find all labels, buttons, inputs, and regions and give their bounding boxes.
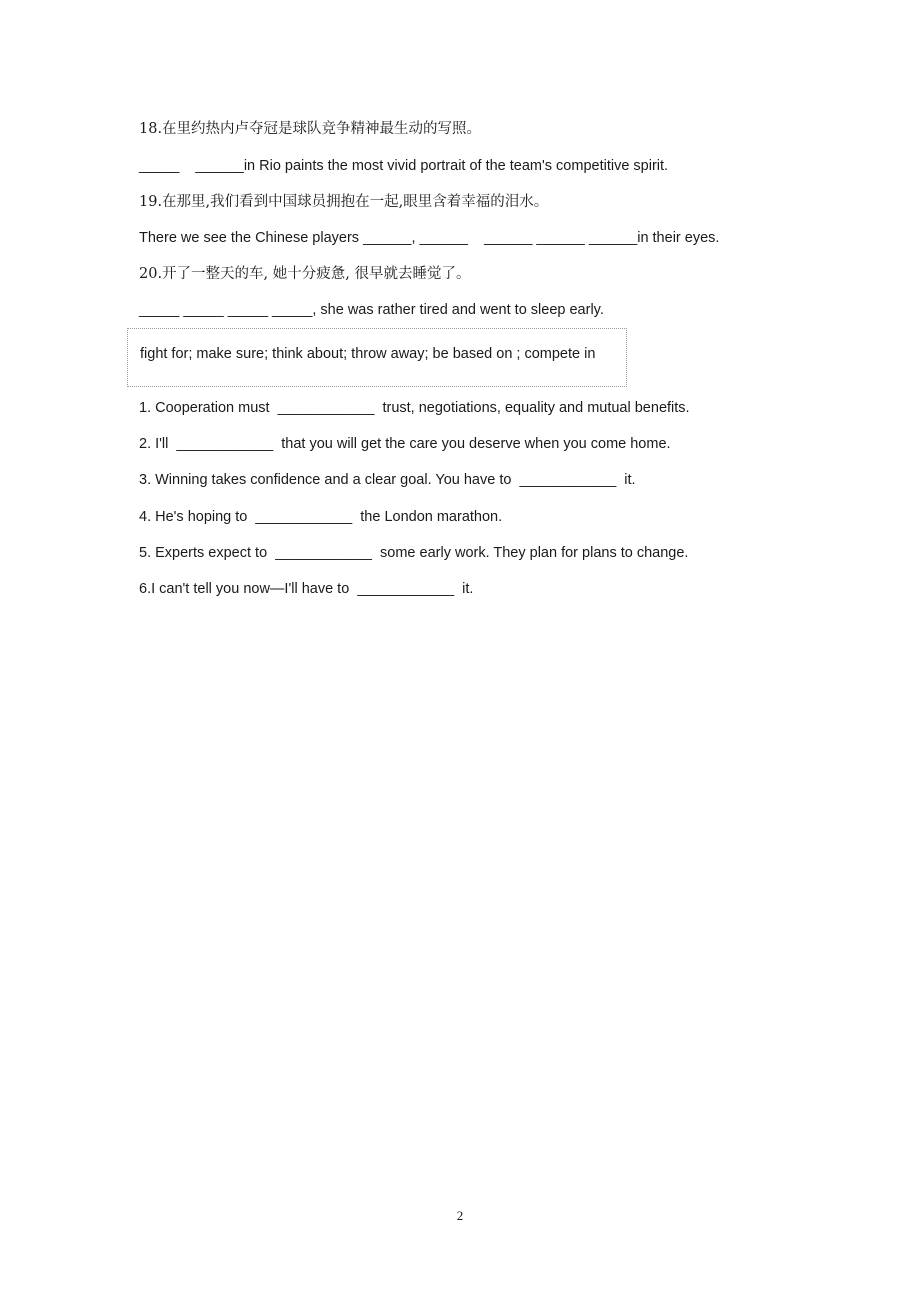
word-bank-text: fight for; make sure; think about; throw away; be based on ; compete in [140,346,596,362]
question-20-english: _____ _____ _____ _____, she was rather tired and went to sleep early. [139,302,604,318]
question-20-chinese: 20.开了一整天的车, 她十分疲惫, 很早就去睡觉了。 [139,266,471,282]
fill-in-item-4: 4. He's hoping to ____________ the London marathon. [139,509,503,525]
question-18-english: _____ ______in Rio paints the most vivid portrait of the team's competitive spirit. [139,158,669,174]
fill-in-item-3: 3. Winning takes confidence and a clear goal. You have to ____________ it. [139,472,636,488]
fill-in-item-1: 1. Cooperation must ____________ trust, negotiations, equality and mutual benefits. [139,400,690,416]
question-18-chinese: 18.在里约热内卢夺冠是球队竞争精神最生动的写照。 [139,121,482,137]
page-number: 2 [456,1208,464,1223]
question-19-chinese: 19.在那里,我们看到中国球员拥抱在一起,眼里含着幸福的泪水。 [139,194,549,210]
word-bank-box [127,328,627,387]
fill-in-item-6: 6.I can't tell you now—I'll have to ____________ it. [139,581,474,597]
fill-in-item-2: 2. I'll ____________ that you will get the care you deserve when you come home. [139,436,671,452]
fill-in-item-5: 5. Experts expect to ____________ some early work. They plan for plans to change. [139,545,689,561]
question-19-english: There we see the Chinese players ______, ______ ______ ______ ______in their eyes. [139,230,720,246]
